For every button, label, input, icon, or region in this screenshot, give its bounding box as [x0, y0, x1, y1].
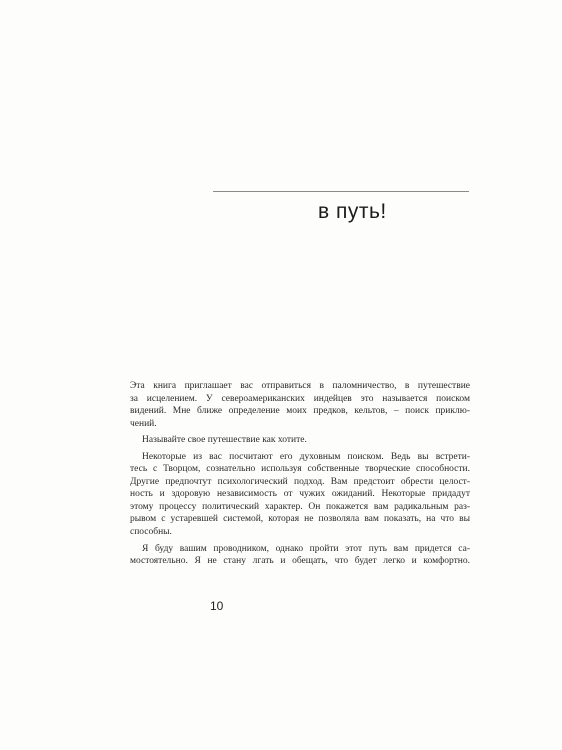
- text-line: чений.: [130, 418, 157, 429]
- text-line: рывом с устаревшей системой, которая не позволяла вам показать, на что вы: [130, 514, 470, 525]
- chapter-title-rule: [213, 191, 469, 192]
- text-line: видений. Мне ближе определение моих предков, кельтов, – поиск приклю-: [130, 406, 470, 417]
- text-line: Я буду вашим проводником, однако пройти этот путь вам придется са-: [142, 543, 470, 554]
- paragraph-guide: [130, 543, 470, 568]
- text-line: Эта книга приглашает вас отправиться в паломничество, в путешествие: [130, 381, 470, 391]
- text-line: Называйте свое путешествие как хотите.: [142, 435, 307, 446]
- paragraph-intro: [130, 380, 470, 430]
- text-line: Другие предпочтут психологический подход. Вам предстоит обрести целост-: [130, 476, 470, 487]
- text-line: Некоторые из вас посчитают его духовным поиском. Ведь вы встрети-: [142, 451, 470, 462]
- body-text: [130, 380, 470, 572]
- paragraph-name-your-journey: [130, 434, 470, 447]
- page-number: 10: [210, 599, 224, 613]
- text-line: ность и здоровую независимость от чужих ожиданий. Некоторые придадут: [130, 489, 470, 500]
- text-line: способны.: [130, 527, 172, 538]
- text-line: за исцелением. У североамериканских индейцев это называется поиском: [130, 393, 470, 404]
- text-line: этому процессу политический характер. Он покажется вам радикальным раз-: [130, 501, 470, 512]
- text-line: мостоятельно. Я не стану лгать и обещать, что будет легко и комфортно.: [130, 556, 470, 567]
- paragraph-approaches: [130, 451, 470, 539]
- chapter-title: в путь!: [318, 200, 387, 223]
- text-line: тесь с Творцом, сознательно используя собственные творческие способности.: [130, 464, 470, 475]
